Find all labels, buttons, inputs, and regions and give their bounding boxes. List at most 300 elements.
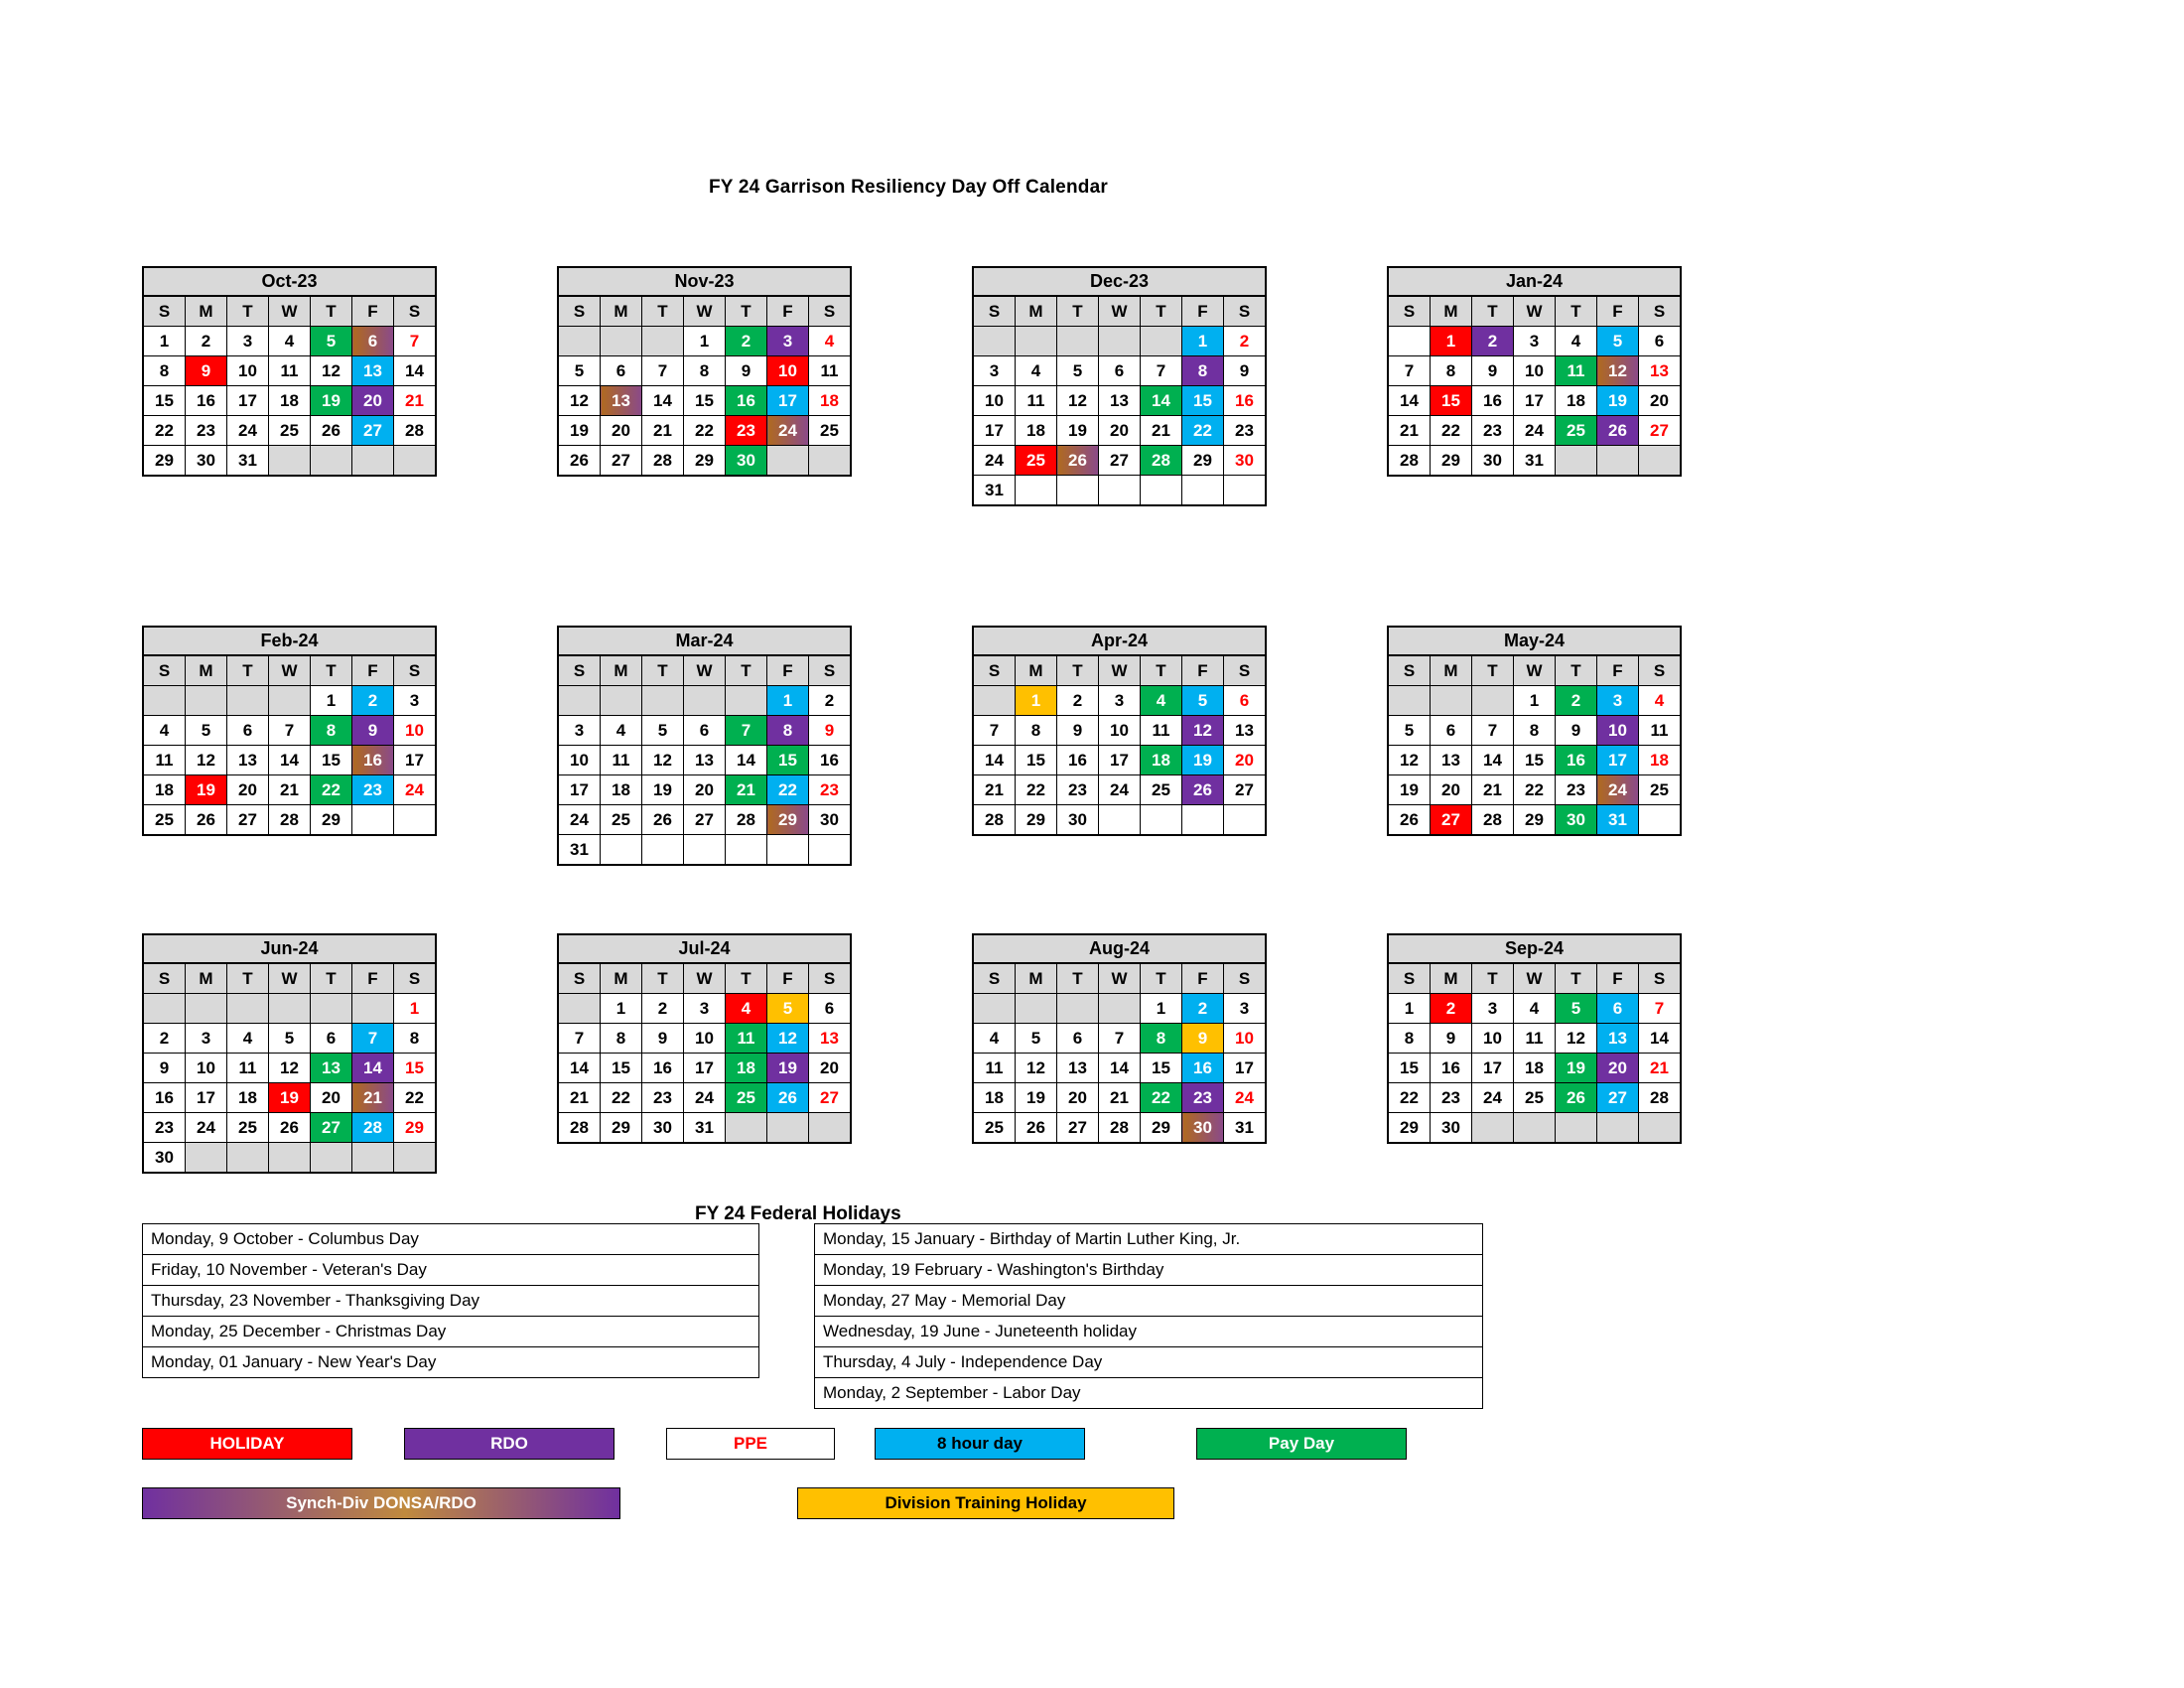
day-cell[interactable]: 2 <box>726 327 767 356</box>
day-cell[interactable]: 9 <box>1224 356 1267 386</box>
day-cell[interactable]: 12 <box>1388 746 1431 775</box>
day-cell[interactable]: 13 <box>809 1024 852 1054</box>
day-cell[interactable]: 18 <box>1639 746 1682 775</box>
day-cell[interactable]: 31 <box>1224 1113 1267 1144</box>
day-cell[interactable]: 8 <box>601 1024 642 1054</box>
day-cell[interactable]: 29 <box>601 1113 642 1144</box>
day-cell[interactable]: 17 <box>1472 1054 1514 1083</box>
day-cell[interactable]: 30 <box>1182 1113 1224 1144</box>
day-cell[interactable]: 4 <box>1514 994 1556 1024</box>
day-cell[interactable]: 17 <box>1099 746 1141 775</box>
day-cell[interactable]: 21 <box>1099 1083 1141 1113</box>
day-cell[interactable]: 12 <box>269 1054 311 1083</box>
day-cell[interactable]: 2 <box>1472 327 1514 356</box>
day-cell[interactable]: 9 <box>642 1024 684 1054</box>
day-cell[interactable]: 17 <box>558 775 601 805</box>
day-cell[interactable]: 20 <box>601 416 642 446</box>
day-cell[interactable]: 16 <box>352 746 394 775</box>
day-cell[interactable]: 14 <box>1388 386 1431 416</box>
day-cell[interactable]: 6 <box>311 1024 352 1054</box>
day-cell[interactable]: 22 <box>684 416 726 446</box>
day-cell[interactable]: 4 <box>726 994 767 1024</box>
day-cell[interactable]: 28 <box>642 446 684 477</box>
day-cell[interactable]: 19 <box>186 775 227 805</box>
day-cell[interactable]: 12 <box>1556 1024 1597 1054</box>
day-cell[interactable]: 4 <box>809 327 852 356</box>
day-cell[interactable]: 3 <box>1514 327 1556 356</box>
day-cell[interactable]: 4 <box>269 327 311 356</box>
day-cell[interactable]: 16 <box>143 1083 186 1113</box>
day-cell[interactable]: 15 <box>1431 386 1472 416</box>
day-cell[interactable]: 20 <box>684 775 726 805</box>
day-cell[interactable]: 23 <box>726 416 767 446</box>
day-cell[interactable]: 17 <box>973 416 1016 446</box>
day-cell[interactable]: 2 <box>352 686 394 716</box>
day-cell[interactable]: 24 <box>1099 775 1141 805</box>
day-cell[interactable]: 8 <box>394 1024 437 1054</box>
day-cell[interactable]: 26 <box>269 1113 311 1143</box>
day-cell[interactable]: 25 <box>1514 1083 1556 1113</box>
day-cell[interactable]: 4 <box>1141 686 1182 716</box>
day-cell[interactable]: 15 <box>684 386 726 416</box>
day-cell[interactable]: 6 <box>352 327 394 356</box>
day-cell[interactable]: 11 <box>1141 716 1182 746</box>
day-cell[interactable]: 9 <box>726 356 767 386</box>
day-cell[interactable]: 26 <box>1597 416 1639 446</box>
day-cell[interactable]: 15 <box>1388 1054 1431 1083</box>
day-cell[interactable]: 19 <box>1182 746 1224 775</box>
day-cell[interactable]: 28 <box>352 1113 394 1143</box>
day-cell[interactable]: 17 <box>186 1083 227 1113</box>
day-cell[interactable]: 4 <box>601 716 642 746</box>
day-cell[interactable]: 1 <box>1016 686 1057 716</box>
day-cell[interactable]: 26 <box>1057 446 1099 476</box>
day-cell[interactable]: 6 <box>227 716 269 746</box>
day-cell[interactable]: 22 <box>1514 775 1556 805</box>
day-cell[interactable]: 29 <box>1514 805 1556 836</box>
day-cell[interactable]: 18 <box>726 1054 767 1083</box>
day-cell[interactable]: 27 <box>601 446 642 477</box>
day-cell[interactable]: 20 <box>1639 386 1682 416</box>
day-cell[interactable]: 16 <box>1472 386 1514 416</box>
day-cell[interactable]: 13 <box>1099 386 1141 416</box>
day-cell[interactable]: 13 <box>1639 356 1682 386</box>
day-cell[interactable]: 13 <box>601 386 642 416</box>
day-cell[interactable]: 1 <box>1141 994 1182 1024</box>
day-cell[interactable]: 29 <box>1141 1113 1182 1144</box>
day-cell[interactable]: 26 <box>1016 1113 1057 1144</box>
day-cell[interactable]: 12 <box>1597 356 1639 386</box>
day-cell[interactable]: 20 <box>1224 746 1267 775</box>
day-cell[interactable]: 4 <box>1639 686 1682 716</box>
day-cell[interactable]: 16 <box>726 386 767 416</box>
day-cell[interactable]: 5 <box>642 716 684 746</box>
day-cell[interactable]: 9 <box>143 1054 186 1083</box>
day-cell[interactable]: 29 <box>394 1113 437 1143</box>
day-cell[interactable]: 12 <box>767 1024 809 1054</box>
day-cell[interactable]: 19 <box>269 1083 311 1113</box>
day-cell[interactable]: 7 <box>558 1024 601 1054</box>
day-cell[interactable]: 17 <box>394 746 437 775</box>
day-cell[interactable]: 8 <box>1141 1024 1182 1054</box>
day-cell[interactable]: 26 <box>642 805 684 835</box>
day-cell[interactable]: 24 <box>558 805 601 835</box>
day-cell[interactable]: 5 <box>1388 716 1431 746</box>
day-cell[interactable]: 31 <box>973 476 1016 506</box>
day-cell[interactable]: 13 <box>1431 746 1472 775</box>
day-cell[interactable]: 21 <box>269 775 311 805</box>
day-cell[interactable]: 16 <box>186 386 227 416</box>
day-cell[interactable]: 24 <box>684 1083 726 1113</box>
day-cell[interactable]: 16 <box>809 746 852 775</box>
day-cell[interactable]: 20 <box>809 1054 852 1083</box>
day-cell[interactable]: 5 <box>767 994 809 1024</box>
day-cell[interactable]: 21 <box>1141 416 1182 446</box>
day-cell[interactable]: 12 <box>186 746 227 775</box>
day-cell[interactable]: 25 <box>227 1113 269 1143</box>
day-cell[interactable]: 16 <box>1182 1054 1224 1083</box>
day-cell[interactable]: 7 <box>726 716 767 746</box>
day-cell[interactable]: 5 <box>1556 994 1597 1024</box>
day-cell[interactable]: 31 <box>684 1113 726 1144</box>
day-cell[interactable]: 3 <box>186 1024 227 1054</box>
day-cell[interactable]: 8 <box>1016 716 1057 746</box>
day-cell[interactable]: 25 <box>269 416 311 446</box>
day-cell[interactable]: 5 <box>186 716 227 746</box>
day-cell[interactable]: 7 <box>1472 716 1514 746</box>
day-cell[interactable]: 18 <box>809 386 852 416</box>
day-cell[interactable]: 3 <box>973 356 1016 386</box>
day-cell[interactable]: 26 <box>1556 1083 1597 1113</box>
day-cell[interactable]: 21 <box>394 386 437 416</box>
day-cell[interactable]: 11 <box>1514 1024 1556 1054</box>
day-cell[interactable]: 13 <box>684 746 726 775</box>
day-cell[interactable]: 2 <box>143 1024 186 1054</box>
day-cell[interactable]: 28 <box>726 805 767 835</box>
day-cell[interactable]: 22 <box>601 1083 642 1113</box>
day-cell[interactable]: 25 <box>601 805 642 835</box>
day-cell[interactable]: 17 <box>1514 386 1556 416</box>
day-cell[interactable]: 10 <box>1597 716 1639 746</box>
day-cell[interactable]: 4 <box>143 716 186 746</box>
day-cell[interactable]: 19 <box>558 416 601 446</box>
day-cell[interactable]: 27 <box>1597 1083 1639 1113</box>
day-cell[interactable]: 26 <box>767 1083 809 1113</box>
day-cell[interactable]: 6 <box>684 716 726 746</box>
day-cell[interactable]: 15 <box>601 1054 642 1083</box>
day-cell[interactable]: 20 <box>352 386 394 416</box>
day-cell[interactable]: 15 <box>143 386 186 416</box>
day-cell[interactable]: 13 <box>1224 716 1267 746</box>
day-cell[interactable]: 5 <box>269 1024 311 1054</box>
day-cell[interactable]: 8 <box>1182 356 1224 386</box>
day-cell[interactable]: 5 <box>1057 356 1099 386</box>
day-cell[interactable]: 25 <box>1556 416 1597 446</box>
day-cell[interactable]: 31 <box>1597 805 1639 836</box>
day-cell[interactable]: 25 <box>1016 446 1057 476</box>
day-cell[interactable]: 21 <box>352 1083 394 1113</box>
day-cell[interactable]: 1 <box>767 686 809 716</box>
day-cell[interactable]: 10 <box>684 1024 726 1054</box>
day-cell[interactable]: 22 <box>1431 416 1472 446</box>
day-cell[interactable]: 13 <box>352 356 394 386</box>
day-cell[interactable]: 8 <box>143 356 186 386</box>
day-cell[interactable]: 6 <box>1224 686 1267 716</box>
day-cell[interactable]: 15 <box>394 1054 437 1083</box>
day-cell[interactable]: 20 <box>1431 775 1472 805</box>
day-cell[interactable]: 21 <box>973 775 1016 805</box>
day-cell[interactable]: 12 <box>1057 386 1099 416</box>
day-cell[interactable]: 23 <box>352 775 394 805</box>
day-cell[interactable]: 27 <box>1431 805 1472 836</box>
day-cell[interactable]: 25 <box>726 1083 767 1113</box>
day-cell[interactable]: 14 <box>1141 386 1182 416</box>
day-cell[interactable]: 28 <box>1141 446 1182 476</box>
day-cell[interactable]: 2 <box>1431 994 1472 1024</box>
day-cell[interactable]: 3 <box>227 327 269 356</box>
day-cell[interactable]: 24 <box>1597 775 1639 805</box>
day-cell[interactable]: 18 <box>973 1083 1016 1113</box>
day-cell[interactable]: 31 <box>558 835 601 866</box>
day-cell[interactable]: 10 <box>1472 1024 1514 1054</box>
day-cell[interactable]: 6 <box>1597 994 1639 1024</box>
day-cell[interactable]: 18 <box>1514 1054 1556 1083</box>
day-cell[interactable]: 21 <box>726 775 767 805</box>
day-cell[interactable]: 24 <box>227 416 269 446</box>
day-cell[interactable]: 22 <box>143 416 186 446</box>
day-cell[interactable]: 10 <box>186 1054 227 1083</box>
day-cell[interactable]: 9 <box>1556 716 1597 746</box>
day-cell[interactable]: 25 <box>143 805 186 836</box>
day-cell[interactable]: 8 <box>684 356 726 386</box>
day-cell[interactable]: 15 <box>1141 1054 1182 1083</box>
day-cell[interactable]: 18 <box>1016 416 1057 446</box>
day-cell[interactable]: 27 <box>809 1083 852 1113</box>
day-cell[interactable]: 17 <box>767 386 809 416</box>
day-cell[interactable]: 16 <box>1057 746 1099 775</box>
day-cell[interactable]: 8 <box>311 716 352 746</box>
day-cell[interactable]: 6 <box>809 994 852 1024</box>
day-cell[interactable]: 3 <box>767 327 809 356</box>
day-cell[interactable]: 24 <box>767 416 809 446</box>
day-cell[interactable]: 13 <box>1597 1024 1639 1054</box>
day-cell[interactable]: 6 <box>1099 356 1141 386</box>
day-cell[interactable]: 5 <box>311 327 352 356</box>
day-cell[interactable]: 3 <box>1099 686 1141 716</box>
day-cell[interactable]: 27 <box>1639 416 1682 446</box>
day-cell[interactable]: 11 <box>601 746 642 775</box>
day-cell[interactable]: 3 <box>558 716 601 746</box>
day-cell[interactable]: 9 <box>1431 1024 1472 1054</box>
day-cell[interactable]: 9 <box>809 716 852 746</box>
day-cell[interactable]: 14 <box>394 356 437 386</box>
day-cell[interactable]: 31 <box>227 446 269 477</box>
day-cell[interactable]: 9 <box>186 356 227 386</box>
day-cell[interactable]: 10 <box>767 356 809 386</box>
day-cell[interactable]: 18 <box>601 775 642 805</box>
day-cell[interactable]: 29 <box>1182 446 1224 476</box>
day-cell[interactable]: 29 <box>767 805 809 835</box>
day-cell[interactable]: 11 <box>809 356 852 386</box>
day-cell[interactable]: 18 <box>227 1083 269 1113</box>
day-cell[interactable]: 6 <box>1057 1024 1099 1054</box>
day-cell[interactable]: 28 <box>1388 446 1431 477</box>
day-cell[interactable]: 24 <box>1224 1083 1267 1113</box>
day-cell[interactable]: 24 <box>1514 416 1556 446</box>
day-cell[interactable]: 19 <box>311 386 352 416</box>
day-cell[interactable]: 11 <box>1639 716 1682 746</box>
day-cell[interactable]: 14 <box>558 1054 601 1083</box>
day-cell[interactable]: 23 <box>1057 775 1099 805</box>
day-cell[interactable]: 19 <box>1597 386 1639 416</box>
day-cell[interactable]: 14 <box>269 746 311 775</box>
day-cell[interactable]: 9 <box>1472 356 1514 386</box>
day-cell[interactable]: 30 <box>1057 805 1099 836</box>
day-cell[interactable]: 19 <box>1556 1054 1597 1083</box>
day-cell[interactable]: 22 <box>311 775 352 805</box>
day-cell[interactable]: 11 <box>1016 386 1057 416</box>
day-cell[interactable]: 22 <box>1141 1083 1182 1113</box>
day-cell[interactable]: 2 <box>1556 686 1597 716</box>
day-cell[interactable]: 23 <box>186 416 227 446</box>
day-cell[interactable]: 10 <box>227 356 269 386</box>
day-cell[interactable]: 14 <box>1639 1024 1682 1054</box>
day-cell[interactable]: 14 <box>352 1054 394 1083</box>
day-cell[interactable]: 30 <box>143 1143 186 1174</box>
day-cell[interactable]: 23 <box>1224 416 1267 446</box>
day-cell[interactable]: 14 <box>1472 746 1514 775</box>
day-cell[interactable]: 29 <box>1388 1113 1431 1144</box>
day-cell[interactable]: 27 <box>1099 446 1141 476</box>
day-cell[interactable]: 25 <box>973 1113 1016 1144</box>
day-cell[interactable]: 1 <box>311 686 352 716</box>
day-cell[interactable]: 5 <box>1597 327 1639 356</box>
day-cell[interactable]: 13 <box>1057 1054 1099 1083</box>
day-cell[interactable]: 6 <box>601 356 642 386</box>
day-cell[interactable]: 10 <box>1099 716 1141 746</box>
day-cell[interactable]: 1 <box>1431 327 1472 356</box>
day-cell[interactable]: 21 <box>1388 416 1431 446</box>
day-cell[interactable]: 27 <box>1057 1113 1099 1144</box>
day-cell[interactable]: 2 <box>1182 994 1224 1024</box>
day-cell[interactable]: 15 <box>1514 746 1556 775</box>
day-cell[interactable]: 23 <box>1182 1083 1224 1113</box>
day-cell[interactable]: 24 <box>973 446 1016 476</box>
day-cell[interactable]: 27 <box>311 1113 352 1143</box>
day-cell[interactable]: 29 <box>684 446 726 477</box>
day-cell[interactable]: 11 <box>269 356 311 386</box>
day-cell[interactable]: 8 <box>1431 356 1472 386</box>
day-cell[interactable]: 23 <box>809 775 852 805</box>
day-cell[interactable]: 3 <box>1597 686 1639 716</box>
day-cell[interactable]: 27 <box>352 416 394 446</box>
day-cell[interactable]: 13 <box>311 1054 352 1083</box>
day-cell[interactable]: 2 <box>809 686 852 716</box>
day-cell[interactable]: 1 <box>1514 686 1556 716</box>
day-cell[interactable]: 12 <box>1182 716 1224 746</box>
day-cell[interactable]: 7 <box>394 327 437 356</box>
day-cell[interactable]: 29 <box>311 805 352 836</box>
day-cell[interactable]: 20 <box>1099 416 1141 446</box>
day-cell[interactable]: 28 <box>394 416 437 446</box>
day-cell[interactable]: 23 <box>1431 1083 1472 1113</box>
day-cell[interactable]: 22 <box>1182 416 1224 446</box>
day-cell[interactable]: 10 <box>558 746 601 775</box>
day-cell[interactable]: 30 <box>1224 446 1267 476</box>
day-cell[interactable]: 19 <box>642 775 684 805</box>
day-cell[interactable]: 8 <box>767 716 809 746</box>
day-cell[interactable]: 23 <box>143 1113 186 1143</box>
day-cell[interactable]: 9 <box>1182 1024 1224 1054</box>
day-cell[interactable]: 16 <box>642 1054 684 1083</box>
day-cell[interactable]: 1 <box>684 327 726 356</box>
day-cell[interactable]: 6 <box>1639 327 1682 356</box>
day-cell[interactable]: 25 <box>809 416 852 446</box>
day-cell[interactable]: 30 <box>1556 805 1597 836</box>
day-cell[interactable]: 3 <box>1472 994 1514 1024</box>
day-cell[interactable]: 19 <box>767 1054 809 1083</box>
day-cell[interactable]: 18 <box>269 386 311 416</box>
day-cell[interactable]: 1 <box>601 994 642 1024</box>
day-cell[interactable]: 28 <box>1639 1083 1682 1113</box>
day-cell[interactable]: 10 <box>973 386 1016 416</box>
day-cell[interactable]: 30 <box>1472 446 1514 477</box>
day-cell[interactable]: 7 <box>1099 1024 1141 1054</box>
day-cell[interactable]: 1 <box>1182 327 1224 356</box>
day-cell[interactable]: 3 <box>684 994 726 1024</box>
day-cell[interactable]: 31 <box>1514 446 1556 477</box>
day-cell[interactable]: 11 <box>726 1024 767 1054</box>
day-cell[interactable]: 15 <box>1182 386 1224 416</box>
day-cell[interactable]: 8 <box>1388 1024 1431 1054</box>
day-cell[interactable]: 18 <box>143 775 186 805</box>
day-cell[interactable]: 26 <box>1182 775 1224 805</box>
day-cell[interactable]: 21 <box>1639 1054 1682 1083</box>
day-cell[interactable]: 5 <box>1182 686 1224 716</box>
day-cell[interactable]: 28 <box>1472 805 1514 836</box>
day-cell[interactable]: 11 <box>227 1054 269 1083</box>
day-cell[interactable]: 1 <box>143 327 186 356</box>
day-cell[interactable]: 16 <box>1556 746 1597 775</box>
day-cell[interactable]: 12 <box>1016 1054 1057 1083</box>
day-cell[interactable]: 15 <box>767 746 809 775</box>
day-cell[interactable]: 3 <box>394 686 437 716</box>
day-cell[interactable]: 8 <box>1514 716 1556 746</box>
day-cell[interactable]: 16 <box>1224 386 1267 416</box>
day-cell[interactable]: 2 <box>1224 327 1267 356</box>
day-cell[interactable]: 22 <box>767 775 809 805</box>
day-cell[interactable]: 29 <box>1431 446 1472 477</box>
day-cell[interactable]: 27 <box>227 805 269 836</box>
day-cell[interactable]: 5 <box>558 356 601 386</box>
day-cell[interactable]: 6 <box>1431 716 1472 746</box>
day-cell[interactable]: 28 <box>973 805 1016 836</box>
day-cell[interactable]: 19 <box>1057 416 1099 446</box>
day-cell[interactable]: 2 <box>1057 686 1099 716</box>
day-cell[interactable]: 27 <box>1224 775 1267 805</box>
day-cell[interactable]: 24 <box>394 775 437 805</box>
day-cell[interactable]: 21 <box>558 1083 601 1113</box>
day-cell[interactable]: 18 <box>1141 746 1182 775</box>
day-cell[interactable]: 29 <box>1016 805 1057 836</box>
day-cell[interactable]: 19 <box>1016 1083 1057 1113</box>
day-cell[interactable]: 20 <box>1597 1054 1639 1083</box>
day-cell[interactable]: 25 <box>1141 775 1182 805</box>
day-cell[interactable]: 1 <box>394 994 437 1024</box>
day-cell[interactable]: 30 <box>1431 1113 1472 1144</box>
day-cell[interactable]: 17 <box>227 386 269 416</box>
day-cell[interactable]: 26 <box>558 446 601 477</box>
